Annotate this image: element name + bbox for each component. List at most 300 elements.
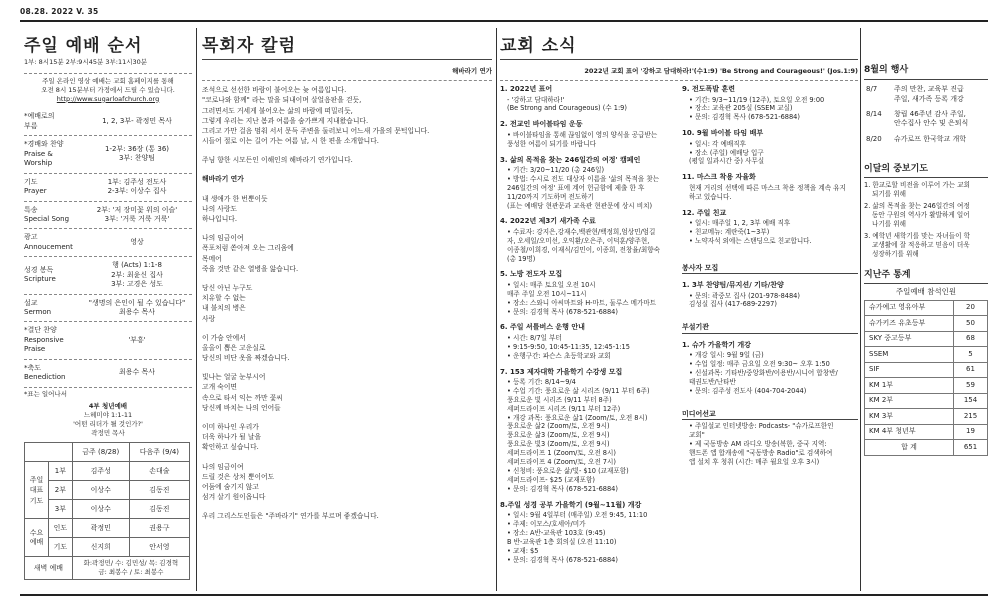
news-item-line: (총 19명) (507, 254, 536, 263)
worship-item-star: * (24, 326, 28, 335)
event-text (892, 134, 988, 149)
stats-row (865, 347, 988, 363)
news-item-line: • 장소 (주일) 예배당 입구 (689, 148, 764, 157)
news-item-title: 7. 153 제자대학 가을학기 수강생 모집 (500, 367, 623, 376)
column-line: 주님 향한 시모든인 이해인의 해바라기 연가입니다. (202, 156, 353, 165)
column-line: 나의 사랑도 (202, 204, 237, 213)
news-section (682, 173, 858, 201)
stats-label: KM 3부 (865, 409, 954, 425)
column-line: 나의 임금이여 (202, 234, 244, 243)
worship-item-star: * (24, 112, 28, 121)
stats-value: 5 (954, 347, 988, 363)
news-item-line: (평일 일과시간 중) 사무실 (689, 157, 765, 166)
stats-label: KM 4부 청년부 (865, 424, 954, 440)
news-item-line: 세퍼드라이프 1 (Zoom/토, 오전 8시) (507, 449, 616, 458)
stats-label: SSEM (865, 347, 954, 363)
worship-item-value (82, 117, 192, 126)
worship-item-detail-line: 3부: '거룩 거룩 거룩' (104, 214, 170, 223)
duty-cell: 안서영 (129, 538, 189, 557)
duty-cell: 손대술 (129, 462, 189, 481)
column-line: 해바라기 연가 (202, 175, 244, 184)
news-item-line: • 주일설교 인터넷방송: Podcasts- "슈가로프한인 (689, 422, 834, 431)
stats-row (865, 331, 988, 347)
news-item-line: B 반-교육관 1층 회의실 (오전 11:10) (507, 537, 617, 546)
news-item-line: 김성실 집사 (417-689-2297) (689, 300, 777, 309)
worship-order-item (24, 322, 192, 359)
column-line: 어둠에 숨기지 않고 (202, 482, 259, 491)
prayer-line: 성장하기를 위해 (872, 249, 919, 258)
stats-row (865, 409, 988, 425)
news-section (682, 209, 858, 246)
worship-item-name-en: Sermon (24, 308, 52, 317)
column-line: 더욱 하나가 될 날을 (202, 433, 262, 442)
column-line: 나의 임금이여 (202, 462, 244, 471)
worship-item-detail-line: 2-3부: 이상수 집사 (107, 187, 167, 196)
prayer-item (864, 202, 988, 229)
event-text (892, 109, 988, 134)
worship-title: 주일 예배 순서 (24, 36, 143, 56)
worship-item-detail-line: 3부: 고경은 성도 (111, 280, 163, 289)
news-item-line: • 수료자: 강지은,강재수,백관현/백정희,엄상민/엄길 (507, 227, 656, 236)
news-item-title: 6. 주일 셔틀버스 운행 안내 (500, 323, 585, 332)
news-item-line: • 교재: $5 (507, 546, 539, 555)
column-paragraph (202, 174, 492, 184)
column-paragraph (202, 233, 492, 274)
stats-label: 슈가예고 영유아부 (865, 300, 954, 316)
event-date: 8/14 (866, 110, 882, 119)
column-line: 속으로 타서 익는 까만 꽃씨 (202, 393, 283, 402)
column-paragraph (202, 333, 492, 364)
column-line: 드릴 것은 상처 뿐이어도 (202, 472, 275, 481)
news-item-line: • 장소: 스와니 아씨마트와 H-마트, 둘루스 메가마트 (507, 298, 657, 307)
worship-item-name-en: 부름 (24, 121, 38, 130)
news-section (500, 156, 672, 211)
stats-subtitle: 주일예배 참석인원 (895, 286, 957, 296)
worship-times: 1부: 8시15분 2부:9시45분 3부:11시30분 (24, 58, 148, 67)
duty-cell: 기도 (49, 538, 73, 557)
worship-item-name-ko: 축도 (27, 363, 42, 372)
news-item-line: 핸드폰 앱 합캐송에 "국동방송 Radio"로 검색하여 (689, 448, 833, 457)
stats-label: 합 계 (865, 440, 954, 456)
stats-label: SKY 중고등부 (865, 331, 954, 347)
column-line: 당신의 비단 옷을 짜겠습니다. (202, 354, 290, 363)
news-item-line: • 수업 기간: 풍요로운 삶 시리즈 (9/11 부터 6주) (507, 386, 650, 395)
column-line: 당신께 바치는 나의 언어들 (202, 403, 281, 412)
worship-item-detail-line: 2부: 최윤신 집사 (111, 270, 163, 279)
header-date-vol: 08.28. 2022 V. 35 (20, 7, 99, 16)
top-rule (20, 20, 988, 22)
news-item-line: • 방법: 수시로 전도 대상자 이름을 '삶의 목적을 찾는 (507, 174, 660, 183)
news-item-line: 풍성한 여름이 되기를 바랍니다 (507, 139, 597, 148)
duty-cell: 인도 (49, 519, 73, 538)
news-item-title: 12. 주일 친교 (682, 208, 727, 217)
news-item-title: 10. 9월 바이블 타임 배부 (682, 129, 764, 138)
worship-order-item (24, 136, 192, 173)
stats-row (865, 316, 988, 332)
stats-row (865, 362, 988, 378)
worship-order-item (24, 108, 192, 136)
column-line: 그렇게 우리는 지난 봄과 여름을 숨가쁘게 지내왔습니다. (202, 116, 369, 125)
news-section (682, 264, 858, 274)
duty-cell: 김주성 (72, 462, 129, 481)
news-section (500, 501, 672, 565)
stats-value: 154 (954, 393, 988, 409)
column-line: 고개 숙이면 (202, 383, 237, 392)
duty-cell: 곽정민 (72, 519, 129, 538)
news-section (500, 85, 672, 113)
sunday-prayer-label: 주일 대표 기도 (25, 462, 49, 519)
worship-order-item (24, 295, 192, 323)
column-line: 섬겨 살기 원이옵니다 (202, 493, 266, 502)
worship-item-name-ko: 광고 (24, 233, 38, 242)
worship-item-label (24, 140, 82, 168)
news-item-line: (표는 예배당 현관문과 교육관 현관문에 상시 비치) (507, 201, 653, 210)
stats-row (865, 393, 988, 409)
prayer-list (864, 181, 988, 258)
news-left-list (500, 85, 676, 571)
news-item-line: 풍요로운 삶3 (Zoom/토, 오전 9시) (507, 431, 610, 440)
column-line: 당신 아닌 누구도 (202, 283, 253, 292)
news-section (682, 281, 858, 309)
divider-1 (196, 28, 197, 591)
news-item-line: • 문의: 김경혁 목사 (678-521-6884) (689, 113, 800, 122)
online-notice-2: 오전 8시 15분부터 가정에서 드릴 수 있습니다. (41, 85, 175, 94)
column-line: 그리고 가만 걸음 멈춰 서서 문득 주변을 둘러보니 어느새 가을의 문턱입니다. (202, 126, 430, 135)
column-body (202, 85, 492, 521)
youth-service-title: 4부 청년예배 (88, 402, 128, 411)
news-item-line: 11/20까지 기도하며 전도하기 (507, 192, 594, 201)
column-paragraph (202, 155, 492, 165)
news-item-title: 11. 마스크 착용 자율화 (682, 173, 756, 182)
prayer-line: 나기를 위해 (872, 220, 906, 229)
news-item-line: • 등록 기간: 8/14~9/4 (507, 378, 576, 387)
news-item-title: 2. 전교인 바이블타임 운동 (500, 120, 583, 129)
column-line: 이미 하나인 우리가 (202, 423, 259, 432)
column-line: 목메어 (202, 254, 222, 263)
prayer-title: 이달의 중보기도 (864, 164, 928, 175)
column-line: 사랑 (202, 314, 216, 323)
youth-preacher: 곽정민 목사 (91, 428, 125, 437)
news-item-line: 이종철/이희경, 이재식/김민이, 이종희, 전창율/최향숙 (507, 245, 661, 254)
news-item-line: • 9:15-9:50, 10:45-11:35, 12:45-1:15 (507, 342, 630, 351)
duty-header-this-week: 금주 (8/28) (72, 443, 129, 462)
news-section (500, 120, 672, 148)
column-line: 확인하고 싶습니다. (202, 443, 259, 452)
news-section (500, 270, 672, 316)
column-paragraph (202, 462, 492, 503)
stats-label: SIF (865, 362, 954, 378)
news-item-line: 풍요로운 빛3 (Zoom/토, 오전 9시) (507, 440, 610, 449)
column-paragraph (202, 85, 492, 146)
news-item-line: • 문의: 김경혁 목사 (678-521-6884) (507, 307, 618, 316)
news-item-line: • 일시: 각 예배직후 (689, 139, 746, 148)
news-item-line: • 시간: 8/7일 부터 (507, 333, 562, 342)
worship-item-name-en: Benediction (24, 373, 66, 382)
worship-order-item (24, 360, 192, 388)
event-row (864, 109, 988, 134)
stats-label: 슈가키즈 유초등부 (865, 316, 954, 332)
news-section-heading: 미디어선교 (682, 410, 858, 420)
event-row (864, 134, 988, 149)
dawn-service-leaders: 화:곽정민/ 수: 김민성/ 목: 김경혁 금: 최봉수 / 토: 최봉수 (72, 557, 189, 580)
stats-label: KM 1부 (865, 378, 954, 394)
stats-row (865, 440, 988, 456)
event-text-line: 안수집사 안수 및 은퇴식 (894, 119, 969, 128)
column-line: 이 가슴 안에서 (202, 333, 246, 342)
column-line: "코로나와 함께" 라는 말을 되내이며 살얼음판을 걷듯, (202, 96, 362, 105)
worship-item-label (24, 299, 82, 318)
news-item-title: 1. 2022년 표어 (500, 85, 553, 94)
worship-item-name-en: Prayer (24, 187, 47, 196)
event-row (864, 84, 988, 109)
worship-item-value (82, 145, 192, 164)
worship-order-item (24, 257, 192, 294)
news-item-line: • 일시: 매주 토요일 오전 10시 (507, 280, 596, 289)
column-line: 폭포처럼 쏟아져 오는 그리움에 (202, 244, 294, 253)
youth-scripture: 느헤미야 1:1-11 (83, 411, 133, 420)
news-item-line: 세퍼드라이프- $25 (교재포함) (507, 475, 595, 484)
prayer-line: 2. 삶의 목적을 찾는 246일간의 여정 (864, 202, 970, 211)
worship-item-detail: "생명의 은인이 될 수 있습니다" (88, 298, 186, 307)
news-item-line: • 문의: 김주성 전도사 (404-704-2044) (689, 386, 807, 395)
worship-item-detail-line: 최용수 목사 (118, 308, 156, 317)
news-item-title: 5. 노방 전도자 모집 (500, 270, 563, 279)
stats-value: 50 (954, 316, 988, 332)
event-text-line: 슈가로프 한국학교 개학 (894, 134, 967, 143)
duty-cell: 이상수 (72, 500, 129, 519)
event-text-line: 창립 46주년 감사 주일, (894, 110, 966, 119)
prayer-line: 1. 한교로할 비전을 이루어 가는 교회 (864, 181, 970, 190)
worship-item-value (82, 261, 192, 289)
news-item-line: 246일간의 여정' 표에 계어 헌금함에 제출 한 후 (507, 183, 645, 192)
worship-item-label (24, 326, 82, 354)
church-url-link[interactable]: http://www.sugarloafchurch.org (56, 94, 160, 103)
divider-2 (496, 28, 497, 591)
news-section-heading: 봉사자 모집 (682, 264, 858, 274)
worship-column (24, 26, 192, 592)
worship-item-detail: 최용수 목사 (118, 368, 156, 377)
event-date: 8/20 (866, 134, 882, 143)
news-right-list (676, 85, 858, 571)
duty-cell: 신지희 (72, 538, 129, 557)
stats-title: 지난주 통계 (864, 269, 911, 280)
column-line: 죽을 것만 같은 열병을 앓습니다. (202, 264, 299, 273)
column-paragraph (202, 511, 492, 521)
column-title: 목회자 칼럼 (202, 36, 297, 56)
worship-item-value (82, 299, 192, 318)
news-item-line: 세퍼드라이프 4 (Zoom/토, 오전 7시) (507, 458, 616, 467)
column-line: 그러면서도 거세게 불어오는 삶의 바람에 떠밀리듯, (202, 106, 353, 115)
worship-item-label (24, 266, 82, 285)
news-item-line: • 친교메뉴: 계란죽(1~3부) (689, 227, 770, 236)
news-item-title: 8.주일 성경 공부 가을학기 (9월~11월) 개강 (500, 500, 642, 509)
news-item-line: • 장소: A반-교육관 103호 (9:45) (507, 528, 606, 537)
stats-value: 68 (954, 331, 988, 347)
news-item-line: • 일시: 매주일 1, 2, 3부 예배 직후 (689, 219, 791, 228)
church-motto: 2022년 교회 표어 '강하고 담대하라!'(수1:9) 'Be Strong and Courageous!' (Jos.1:9) (584, 67, 858, 76)
news-item-line: • 운행구간: 파슨스 초등학교와 교회 (507, 351, 611, 360)
worship-item-value (82, 336, 192, 345)
column-line: 우리 그리스도인들은 "주바라기" 연가를 부르며 좋겠습니다. (202, 512, 379, 521)
worship-item-label (24, 364, 82, 383)
column-line: 시들어 절로 이는 길어 가는 여름 날, 시 한 편을 소개합니다. (202, 137, 379, 146)
news-item-line: 교회" (689, 431, 705, 440)
worship-order-item (24, 174, 192, 202)
event-text (892, 84, 988, 109)
news-item-line: • 문의: 곽중모 집사 (201-978-8484) (689, 291, 800, 300)
worship-item-name-ko: 결단 찬양 (27, 326, 57, 335)
news-item-line: • 신설과목: 기타반/중앙화반/이용반/시니어 합창반/ (689, 369, 838, 378)
worship-item-star: * (24, 140, 28, 149)
news-item-line: • 문의: 김경혁 목사 (678-521-6884) (507, 484, 618, 493)
stats-row (865, 300, 988, 316)
duty-table (24, 442, 190, 580)
news-section (682, 341, 858, 396)
worship-item-value (82, 178, 192, 197)
news-item-line: 현재 거리의 선택에 따른 마스크 착용 정책을 계속 유지 (689, 183, 846, 192)
news-item-title: 1. 3부 찬양팀/뮤지션/ 기타/찬양 (682, 281, 784, 290)
news-item-line: • 제 국동방송 AM 라디오 방송(복한, 중국 지역: (689, 439, 827, 448)
stats-row (865, 424, 988, 440)
worship-item-value (82, 238, 192, 247)
column-paragraph (202, 422, 492, 453)
worship-item-name-ko: 기도 (24, 177, 38, 186)
news-item-line: • 기간: 9/3~11/19 (12주), 토요일 오전 9:00 (689, 95, 825, 104)
worship-item-star: * (24, 363, 28, 372)
worship-item-name-ko: 설교 (24, 298, 38, 307)
column-line: 치유할 수 없는 (202, 294, 246, 303)
news-item-line: • 신청비: 풍요로운 삶/빛- $10 (교재포함) (507, 466, 629, 475)
event-date: 8/7 (866, 85, 878, 94)
column-paragraph (202, 194, 492, 225)
worship-item-name-ko: 경배와 찬양 (27, 140, 64, 149)
news-item-line: • 수업 일정: 매주 금요일 오전 9:30~ 오후 1:50 (689, 360, 830, 369)
news-item-line: • 주제: 이모스/호세아/미가 (507, 519, 586, 528)
worship-item-name-ko: 특송 (24, 205, 38, 214)
prayer-line: 교생활에 잘 적응하고 믿음이 더욱 (872, 240, 970, 249)
worship-item-name-en: Scripture (24, 275, 56, 284)
stats-label: KM 2부 (865, 393, 954, 409)
standing-note: *표는 일어나서 (24, 389, 67, 398)
worship-item-name-ko: 성경 봉독 (24, 265, 54, 274)
news-item-title: 4. 2022년 제3기 새가족 수료 (500, 217, 596, 226)
prayer-item (864, 181, 988, 199)
news-item-line: 풍요로운 삶2 (Zoom/토, 오전 9시) (507, 422, 610, 431)
worship-item-detail: 2부: '저 장미꽃 위의 이슬' (96, 205, 178, 214)
duty-cell: 김동진 (129, 481, 189, 500)
news-item-line: (Be Strong and Courageous) (수 1:9) (507, 104, 627, 113)
news-item-title: 3. 삶의 목적을 찾는 246일간의 여정' 캠페인 (500, 155, 641, 164)
news-section (682, 85, 858, 122)
news-item-line: 앱 설치 후 청취 (시간: 매주 월요일 오후 3시) (689, 457, 820, 466)
worship-item-name-en: Responsive Praise (24, 335, 64, 354)
stats-value: 651 (954, 440, 988, 456)
news-item-line: 매주 주일 오전 10시~11시 (507, 289, 587, 298)
worship-item-value (82, 206, 192, 225)
news-item-line: • 개강 과목: 풍요로운 삶1 (Zoom/토, 오전 8시) (507, 413, 648, 422)
column-line: 하나입니다. (202, 215, 237, 224)
worship-item-label (24, 112, 82, 131)
worship-item-detail: 영상 (130, 238, 144, 247)
worship-item-name-en: Special Song (24, 214, 70, 223)
column-line: 조석으로 선선한 바람이 불어오는 늦 여름입니다. (202, 86, 347, 95)
duty-cell: 권용구 (129, 519, 189, 538)
stats-value: 215 (954, 409, 988, 425)
worship-order-item (24, 229, 192, 257)
news-item-line: • 일시: 9월 4일부터 (매주일) 오전 9:45, 11:10 (507, 511, 648, 520)
news-item-line: 하고 있습니다. (689, 192, 732, 201)
events-title: 8월의 행사 (864, 65, 909, 75)
news-item-line: • 바이블타임을 통해 끊임없이 영의 양식을 공급받는 (507, 130, 658, 139)
event-text-line: 주의 만찬, 교육부 진급 (894, 85, 964, 94)
column-byline: 해바라기 연가 (452, 67, 492, 76)
duty-header-next-week: 다음주 (9/4) (129, 443, 189, 462)
worship-item-detail: 1부: 김주성 전도사 (107, 177, 167, 186)
stats-value: 61 (954, 362, 988, 378)
worship-item-name-en: Praise & Worship (24, 149, 53, 168)
prayer-item (864, 232, 988, 259)
column-line: 내 불치의 병은 (202, 304, 246, 313)
worship-order-list (24, 108, 192, 387)
news-item-line: • 개강 일시: 9월 9일 (금) (689, 351, 764, 360)
column-line: 올올이 뽑은 고운실로 (202, 343, 266, 352)
divider-3 (860, 28, 861, 591)
column-paragraph (202, 283, 492, 324)
column-line: 내 생애가 한 번뿐이듯 (202, 194, 268, 203)
pastor-column (202, 26, 492, 592)
worship-item-value (82, 368, 192, 377)
duty-cell: 이상수 (72, 481, 129, 500)
worship-item-label (24, 206, 82, 225)
news-section (500, 323, 672, 360)
dawn-service-label: 새벽 예배 (25, 557, 73, 580)
prayer-line: 3. 예학년 새학기를 맞는 자녀들이 학 (864, 231, 970, 240)
event-text-line: 주일, 새가족 등록 개강 (894, 94, 964, 103)
column-line: 빛나는 얼굴 눈부시어 (202, 373, 266, 382)
news-item-line: 세퍼드라이프 시리즈 (9/11 부터 12주) (507, 404, 621, 413)
news-item-line: - '강하고 담대하라!' (507, 95, 565, 104)
news-item-line: • 문의: 김경혁 목사 (678-521-6884) (507, 555, 618, 564)
worship-item-detail: 행 (Acts) 1:1-8 (112, 261, 162, 270)
events-table (864, 84, 988, 149)
prayer-line: 되기를 위해 (872, 190, 906, 199)
news-item-line: 풍요로운 빛 시리즈 (9/11 부터 8주) (507, 395, 612, 404)
news-title: 교회 소식 (500, 36, 577, 56)
worship-item-label (24, 178, 82, 197)
worship-order-item (24, 202, 192, 230)
worship-item-name-en: Annoucement (24, 242, 73, 251)
worship-item-detail: 1, 2, 3부- 곽정민 목사 (102, 117, 172, 126)
worship-item-label (24, 233, 82, 252)
news-section (682, 129, 858, 166)
news-section (500, 368, 672, 494)
stats-table (864, 300, 988, 456)
duty-cell: 김동진 (129, 500, 189, 519)
news-item-title: 9. 전도폭발 훈련 (682, 85, 735, 94)
news-column (500, 26, 858, 592)
stats-value: 20 (954, 300, 988, 316)
news-item-line: • 장소: 교육관 205실 (SSEM 교실) (689, 104, 793, 113)
worship-item-detail-line: 3부: 찬양팀 (118, 154, 156, 163)
duty-cell: 1부 (49, 462, 73, 481)
news-item-line: • 노약자석 외에는 스탠딩으로 친교합니다. (689, 236, 812, 245)
news-item-line: 자, 오세일/오미선, 오익환/오은주, 이덕훈/양주현, (507, 236, 650, 245)
news-section (500, 217, 672, 263)
news-section-heading: 부설기관 (682, 323, 858, 333)
wednesday-service-label: 수요 예배 (25, 519, 49, 557)
news-item-line: • 기간: 3/20~11/20 (총 246일) (507, 166, 605, 175)
news-item-title: 1. 슈가 가을학기 개강 (682, 340, 751, 349)
